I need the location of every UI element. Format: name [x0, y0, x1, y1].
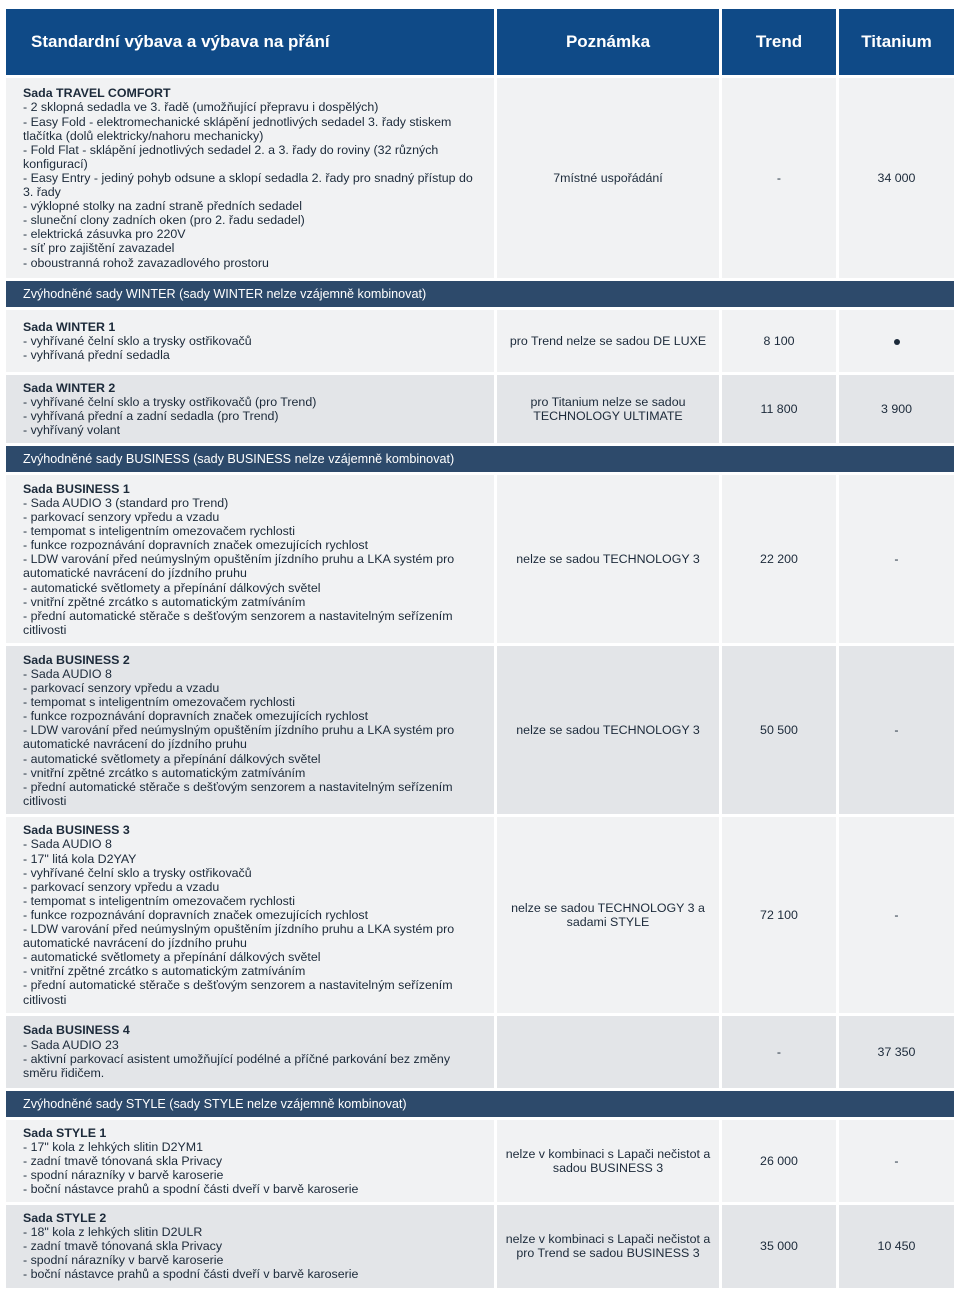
package-row [6, 475, 954, 643]
package-title: Sada WINTER 2 [23, 381, 116, 395]
package-item: - přední automatické stěrače s dešťovým senzorem a nastavitelným seřízením citlivosti [23, 978, 453, 1007]
package-item: - vnitřní zpětné zrcátko s automatickým zatmíváním [23, 964, 306, 979]
price-titanium: 37 350 [836, 1016, 954, 1088]
price-titanium: 3 900 [836, 375, 954, 443]
package-item: - zadní tmavě tónovaná skla Privacy [23, 1239, 223, 1254]
package-item: - elektrická zásuvka pro 220V [23, 227, 186, 242]
section-title: Zvýhodněné sady BUSINESS (sady BUSINESS nelze vzájemně kombinovat) [6, 446, 954, 472]
package-title: Sada STYLE 1 [23, 1125, 107, 1140]
price-trend: 8 100 [719, 310, 836, 372]
section-header-row [6, 281, 954, 307]
package-item: - automatické světlomety a přepínání dálkových světel [23, 751, 321, 766]
header-note: Poznámka [494, 9, 719, 75]
package-description [6, 1120, 494, 1202]
package-item: - aktivní parkovací asistent umožňující podélné a příčné parkování bez změny směru řidičem. [23, 1051, 451, 1080]
header-trend: Trend [719, 9, 836, 75]
header-titanium: Titanium [836, 9, 954, 75]
package-item: - LDW varování před neúmyslným opuštěním jízdního pruhu a LKA systém pro automatické navrácení do jízdního pruhu [23, 922, 455, 951]
package-item: - přední automatické stěrače s dešťovým senzorem a nastavitelným seřízením citlivosti [23, 779, 453, 808]
price-titanium: 10 450 [836, 1205, 954, 1287]
package-item: - funkce rozpoznávání dopravních značek omezujících rychlost [23, 538, 369, 553]
price-titanium: - [836, 817, 954, 1012]
package-item: - 18" kola z lehkých slitin D2ULR [23, 1225, 203, 1240]
package-item: - 17" litá kola D2YAY [23, 851, 137, 866]
package-item: - tempomat s inteligentním omezovačem rychlosti [23, 893, 296, 908]
package-item: - LDW varování před neúmyslným opuštěním jízdního pruhu a LKA systém pro automatické navrácení do jízdního pruhu [23, 723, 455, 752]
price-trend: 35 000 [719, 1205, 836, 1287]
package-description [6, 1205, 494, 1287]
package-item: - Sada AUDIO 8 [23, 666, 112, 681]
package-note: nelze se sadou TECHNOLOGY 3 [494, 475, 719, 643]
package-note: pro Trend nelze se sadou DE LUXE [494, 310, 719, 372]
package-item: - 17" kola z lehkých slitin D2YM1 [23, 1139, 204, 1154]
package-item: - vnitřní zpětné zrcátko s automatickým zatmíváním [23, 594, 306, 609]
package-item: - spodní nárazníky v barvě karoserie [23, 1167, 224, 1182]
package-row [6, 375, 954, 443]
package-item: - Easy Fold - elektromechanické sklápění jednotlivých sedadel 3. řady stiskem tlačítka (dolů elektricky/nahoru mechanicky) [23, 114, 452, 143]
package-item: - Sada AUDIO 8 [23, 837, 112, 852]
package-item: - automatické světlomety a přepínání dálkových světel [23, 950, 321, 965]
package-note [494, 1016, 719, 1088]
package-note: nelze se sadou TECHNOLOGY 3 [494, 646, 719, 814]
package-title: Sada BUSINESS 1 [23, 481, 130, 496]
package-row [6, 310, 954, 372]
package-note: nelze se sadou TECHNOLOGY 3 a sadami STYLE [494, 817, 719, 1012]
package-item: - síť pro zajištění zavazadel [23, 241, 175, 256]
package-row [6, 78, 954, 278]
package-item: - přední automatické stěrače s dešťovým senzorem a nastavitelným seřízením citlivosti [23, 608, 453, 637]
price-trend: 26 000 [719, 1120, 836, 1202]
price-titanium: - [836, 646, 954, 814]
price-trend: 11 800 [719, 375, 836, 443]
package-item: - vyhřívaná přední sedadla [23, 348, 170, 363]
package-note: nelze v kombinaci s Lapači nečistot a pro Trend se sadou BUSINESS 3 [494, 1205, 719, 1287]
package-description [6, 78, 494, 278]
table-body [6, 78, 954, 1288]
package-item: - parkovací senzory vpředu a vzadu [23, 879, 220, 894]
package-item: - vyhřívané čelní sklo a trysky ostřikovačů (pro Trend) [23, 395, 317, 410]
price-trend: 50 500 [719, 646, 836, 814]
table-header-row [6, 9, 954, 75]
package-description [6, 817, 494, 1012]
package-item: - parkovací senzory vpředu a vzadu [23, 510, 220, 525]
package-title: Sada STYLE 2 [23, 1211, 107, 1226]
package-item: - funkce rozpoznávání dopravních značek omezujících rychlost [23, 709, 369, 724]
price-trend: 22 200 [719, 475, 836, 643]
package-item: - funkce rozpoznávání dopravních značek omezujících rychlost [23, 907, 369, 922]
section-title: Zvýhodněné sady WINTER (sady WINTER nelze vzájemně kombinovat) [6, 281, 954, 307]
section-header-row [6, 1091, 954, 1117]
price-trend: 72 100 [719, 817, 836, 1012]
package-item: - vyhřívaná přední a zadní sedadla (pro Trend) [23, 409, 279, 424]
package-item: - 2 sklopná sedadla ve 3. řadě (umožňující přepravu i dospělých) [23, 100, 379, 115]
package-item: - automatické světlomety a přepínání dálkových světel [23, 580, 321, 595]
package-item: - oboustranná rohož zavazadlového prostoru [23, 255, 269, 270]
price-trend: - [719, 1016, 836, 1088]
package-row [6, 817, 954, 1012]
package-item: - tempomat s inteligentním omezovačem rychlosti [23, 524, 296, 539]
price-titanium [836, 310, 954, 372]
package-description [6, 646, 494, 814]
price-titanium: - [836, 1120, 954, 1202]
package-row [6, 1016, 954, 1088]
package-item: - Easy Entry - jediný pohyb odsune a sklopí sedadla 2. řady pro snadný přístup do 3. řady [23, 170, 473, 200]
package-item: - Sada AUDIO 23 [23, 1037, 119, 1052]
package-item: - boční nástavce prahů a spodní části dveří v barvě karoserie [23, 1181, 359, 1196]
package-item: - sluneční clony zadních oken (pro 2. řadu sedadel) [23, 213, 305, 228]
price-titanium: - [836, 475, 954, 643]
package-item: - výklopné stolky na zadní straně předních sedadel [23, 199, 302, 214]
package-item: - tempomat s inteligentním omezovačem rychlosti [23, 695, 296, 710]
package-description [6, 475, 494, 643]
price-titanium: 34 000 [836, 78, 954, 278]
package-title: Sada TRAVEL COMFORT [23, 86, 171, 101]
section-header-row [6, 446, 954, 472]
package-description [6, 375, 494, 443]
package-row [6, 1120, 954, 1202]
header-equipment: Standardní výbava a výbava na přání [6, 9, 494, 75]
package-item: - vyhřívaný volant [23, 423, 121, 438]
package-title: Sada BUSINESS 3 [23, 823, 130, 838]
package-description [6, 310, 494, 372]
package-note: nelze v kombinaci s Lapači nečistot a sadou BUSINESS 3 [494, 1120, 719, 1202]
package-item: - vyhřívané čelní sklo a trysky ostřikovačů [23, 865, 252, 880]
package-item: - Sada AUDIO 3 (standard pro Trend) [23, 495, 229, 510]
package-description [6, 1016, 494, 1088]
package-item: - boční nástavce prahů a spodní části dveří v barvě karoserie [23, 1267, 359, 1282]
package-item: - zadní tmavě tónovaná skla Privacy [23, 1153, 223, 1168]
package-item: - parkovací senzory vpředu a vzadu [23, 681, 220, 696]
package-row [6, 1205, 954, 1287]
package-title: Sada BUSINESS 2 [23, 652, 130, 667]
package-note: 7místné uspořádání [494, 78, 719, 278]
package-row [6, 646, 954, 814]
package-item: - vnitřní zpětné zrcátko s automatickým zatmíváním [23, 765, 306, 780]
standard-dot-icon [894, 339, 900, 345]
section-title: Zvýhodněné sady STYLE (sady STYLE nelze vzájemně kombinovat) [6, 1091, 954, 1117]
package-item: - spodní nárazníky v barvě karoserie [23, 1253, 224, 1268]
equipment-table [6, 6, 954, 1291]
package-item: - Fold Flat - sklápění jednotlivých sedadel 2. a 3. řady do roviny (32 různých konfigurací) [23, 142, 439, 171]
package-title: Sada WINTER 1 [23, 319, 116, 334]
package-item: - vyhřívané čelní sklo a trysky ostřikovačů [23, 333, 252, 348]
package-note: pro Titanium nelze se sadou TECHNOLOGY ULTIMATE [494, 375, 719, 443]
price-trend: - [719, 78, 836, 278]
package-title: Sada BUSINESS 4 [23, 1023, 130, 1038]
package-item: - LDW varování před neúmyslným opuštěním jízdního pruhu a LKA systém pro automatické navrácení do jízdního pruhu [23, 552, 455, 581]
